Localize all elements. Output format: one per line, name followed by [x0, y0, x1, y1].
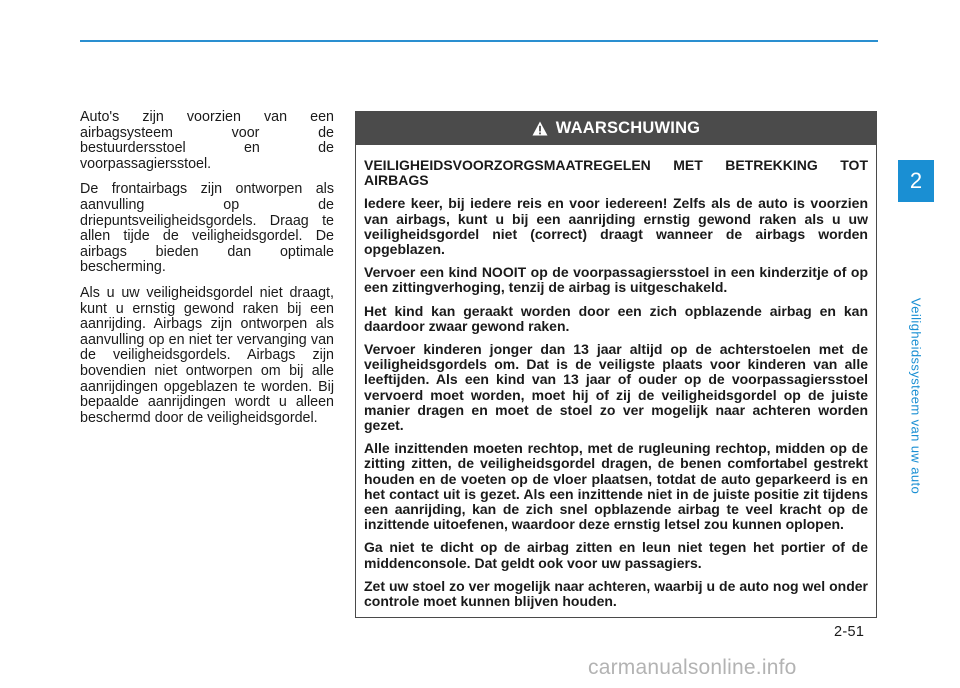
warning-heading: VEILIGHEIDSVOORZORGSMAATREGELEN MET BETREKKING TOT AIRBAGS: [364, 157, 868, 189]
chapter-tab: [898, 160, 934, 202]
page-number: 2-51: [834, 624, 865, 640]
intro-text: [80, 110, 334, 436]
warning-title: WAARSCHUWING: [555, 119, 701, 137]
warning-paragraph: Vervoer kinderen jonger dan 13 jaar altijd op de achterstoelen met de veiligheidsgordels om. Dat is de veiligste plaats voor kinderen van alle leeftijden. Als een kind van 13 jaar of ouder op de voorpassagiersstoel vervoerd moet worden, moet hij of zij de veiligheidsgordel op de juiste manier dragen en moet de stoel zo ver mogelijk naar achteren worden gezet.: [364, 341, 868, 434]
intro-paragraph: De frontairbags zijn ontworpen als aanvulling op de driepuntsveiligheidsgordels. Draag te allen tijde de veiligheidsgordel. De airbags bieden dan optimale bescherming.: [80, 181, 334, 276]
warning-paragraph: Iedere keer, bij iedere reis en voor iedereen! Zelfs als de auto is voorzien van airbags, kunt u bij een aanrijding ernstig gewond raken als u uw veiligheidsgordel niet (correct) draagt wanneer de airbags worden opgeblazen.: [364, 195, 868, 258]
chapter-number: 2: [909, 168, 923, 193]
warning-triangle-icon: [532, 121, 548, 136]
header-rule: [80, 40, 878, 42]
warning-body: [356, 145, 876, 609]
chapter-title: Veiligheidssysteem van uw auto: [908, 297, 924, 495]
watermark: carmanualsonline.info: [588, 656, 797, 679]
warning-header: [356, 112, 876, 145]
intro-paragraph: Auto's zijn voorzien van een airbagsysteem voor de bestuurdersstoel en de voorpassagiersstoel.: [80, 109, 334, 172]
intro-paragraph: Als u uw veiligheidsgordel niet draagt, kunt u ernstig gewond raken bij een aanrijding. Airbags zijn ontworpen als aanvulling op en niet ter vervanging van de veiligheidsgordels. Airbags zijn bovendien niet ontworpen om bij alle aanrijdingen opgeblazen te worden. Bij bepaalde aanrijdingen wordt u alleen beschermd door de veiligheidsgordel.: [80, 284, 334, 426]
warning-paragraph: Ga niet te dicht op de airbag zitten en leun niet tegen het portier of de middenconsole. Dat geldt ook voor uw passagiers.: [364, 539, 868, 571]
warning-paragraph: Zet uw stoel zo ver mogelijk naar achteren, waarbij u de auto nog wel onder controle moet kunnen blijven houden.: [364, 577, 868, 610]
warning-box: [355, 111, 877, 618]
warning-paragraph: Vervoer een kind NOOIT op de voorpassagiersstoel in een kinderzitje of op een zittingverhoging, tenzij de airbag is uitgeschakeld.: [364, 264, 868, 296]
warning-paragraph: Het kind kan geraakt worden door een zich opblazende airbag en kan daardoor zwaar gewond raken.: [364, 302, 868, 334]
warning-paragraph: Alle inzittenden moeten rechtop, met de rugleuning rechtop, midden op de zitting zitten, de veiligheidsgordel dragen, de benen comfortabel gestrekt houden en de voeten op de vloer plaatsen, totdat de auto geparkeerd is en het contact uit is gezet. Als een inzittende niet in de juiste positie zit tijdens een aanrijding, kan de zich snel opblazende airbag te veel kracht op de inzittende uitoefenen, waardoor deze ernstig letsel zou kunnen oplopen.: [364, 440, 868, 533]
